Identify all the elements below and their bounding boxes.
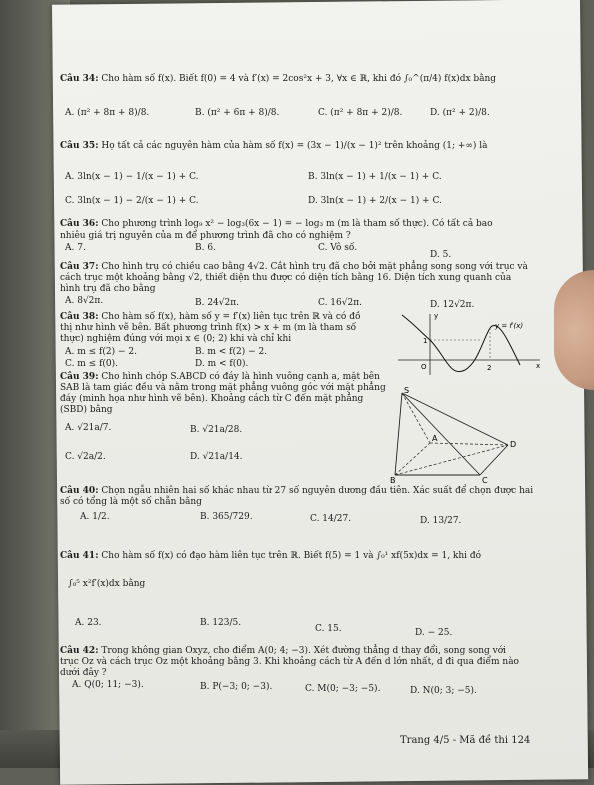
vertex-a: A [432,434,438,443]
q37-option-b[interactable]: B. 24√2π. [195,298,240,308]
graph-x-label: x [536,362,541,370]
q36-text-2: nhiêu giá trị nguyên của m để phương trình đã cho có nghiệm ? [60,231,351,241]
q40-text-2: số có tổng là một số chẵn bằng [60,497,202,507]
exam-content [60,50,560,760]
vertex-c: C [482,476,488,485]
q37-text-3: hình trụ đã cho bằng [60,284,156,294]
q34-option-b[interactable]: B. (π² + 6π + 8)/8. [195,108,280,118]
graph-y-label: y [434,312,439,320]
q39-option-b[interactable]: B. √21a/28. [190,425,243,435]
q36-option-d[interactable]: D. 5. [430,250,452,260]
q34-option-c[interactable]: C. (π² + 8π + 2)/8. [318,108,403,118]
q36-option-b[interactable]: B. 6. [195,243,216,253]
graph-y-tick: 1 [423,337,428,345]
q42-option-d[interactable]: D. N(0; 3; −5). [410,686,477,696]
edge-bd [395,445,508,475]
q40-option-d[interactable]: D. 13/27. [420,516,462,526]
q40-option-c[interactable]: C. 14/27. [310,514,352,524]
q34-option-d[interactable]: D. (π² + 2)/8. [430,108,490,118]
q36-option-a[interactable]: A. 7. [65,243,86,253]
edge-ad [430,443,508,445]
q41-text-2: ∫₀⁵ x²f′(x)dx bằng [68,579,146,589]
q38-option-c[interactable]: C. m ≤ f(0). [65,359,119,369]
q39-text: Câu 39: Cho hình chóp S.ABCD có đáy là hình vuông cạnh a, mặt bên [60,372,380,382]
q38-text-3: thực) nghiệm đúng với mọi x ∈ (0; 2) khi và chỉ khi [60,334,292,344]
graph-x-tick: 2 [487,364,492,372]
q39-option-d[interactable]: D. √21a/14. [190,452,243,462]
graph-curve-label: y = f′(x) [495,322,524,330]
q42-text-3: dưới đây ? [60,668,107,678]
q38-option-d[interactable]: D. m < f(0). [195,359,249,369]
q38-option-b[interactable]: B. m < f(2) − 2. [195,347,268,357]
q38-text-2: thị như hình vẽ bên. Bất phương trình f(x) > x + m (m là tham số [60,323,357,333]
q41-text: Câu 41: Cho hàm số f(x) có đạo hàm liên tục trên ℝ. Biết f(5) = 1 và ∫₀¹ xf(5x)dx = 1, khi đó [60,551,482,561]
edge-ab [395,443,430,475]
q39-text-4: (SBD) bằng [60,405,113,415]
vertex-b: B [390,476,396,485]
q37-text-2: cách trục một khoảng bằng √2, thiết diện thu được có diện tích bằng 16. Diện tích xung quanh của [60,273,512,283]
q39-option-c[interactable]: C. √2a/2. [65,452,106,462]
q42-text-2: trục Oz và cách trục Oz một khoảng bằng 3. Khi khoảng cách từ A đến d lớn nhất, d đi qua điểm nào [60,657,519,667]
q41-option-b[interactable]: B. 123/5. [200,618,242,628]
q37-text: Câu 37: Cho hình trụ có chiều cao bằng 4√2. Cắt hình trụ đã cho bởi mặt phẳng song song với trục và [60,262,528,272]
q36-text: Câu 36: Cho phương trình log₉ x² − log₃(6x − 1) = − log₃ m (m là tham số thực). Có tất cả bao [60,219,493,229]
vertex-d: D [510,440,517,449]
q40-text: Câu 40: Chọn ngẫu nhiên hai số khác nhau từ 27 số nguyên dương đầu tiên. Xác suất để chọn được hai [60,486,534,496]
q35-option-c[interactable]: C. 3ln(x − 1) − 2/(x − 1) + C. [65,196,199,206]
q40-option-a[interactable]: A. 1/2. [80,512,110,522]
q37-option-a[interactable]: A. 8√2π. [65,296,104,306]
page-footer: Trang 4/5 - Mã đề thi 124 [400,735,531,746]
edge-sd [402,393,508,445]
q35-option-b[interactable]: B. 3ln(x − 1) + 1/(x − 1) + C. [308,172,442,182]
q41-option-c[interactable]: C. 15. [315,624,342,634]
graph-origin-label: O [421,363,427,371]
q42-option-b[interactable]: B. P(−3; 0; −3). [200,682,273,692]
q35-text: Câu 35: Họ tất cả các nguyên hàm của hàm số f(x) = (3x − 1)/(x − 1)² trên khoảng (1; +∞) là [60,141,488,151]
q41-option-d[interactable]: D. − 25. [415,628,453,638]
edge-sb [395,393,402,475]
q38-option-a[interactable]: A. m ≤ f(2) − 2. [65,347,137,357]
q35-option-a[interactable]: A. 3ln(x − 1) − 1/(x − 1) + C. [65,172,199,182]
edge-cd [480,445,508,475]
q34-option-a[interactable]: A. (π² + 8π + 8)/8. [65,108,150,118]
q42-option-c[interactable]: C. M(0; −3; −5). [305,684,381,694]
q39-text-2: SAB là tam giác đều và nằm trong mặt phẳng vuông góc với mặt phẳng [60,383,386,393]
q40-option-b[interactable]: B. 365/729. [200,512,253,522]
q35-option-d[interactable]: D. 3ln(x − 1) + 2/(x − 1) + C. [308,196,442,206]
q39-option-a[interactable]: A. √21a/7. [65,423,112,433]
q41-option-a[interactable]: A. 23. [75,618,102,628]
q37-option-d[interactable]: D. 12√2π. [430,300,475,310]
q38-graph [390,310,550,380]
q34-text: Câu 34: Cho hàm số f(x). Biết f(0) = 4 và f′(x) = 2cos²x + 3, ∀x ∈ ℝ, khi đó ∫₀^(π/4) f(x)dx bằng [60,74,497,84]
vertex-s: S [404,386,410,395]
q37-option-c[interactable]: C. 16√2π. [318,298,362,308]
q39-pyramid-figure [390,385,520,485]
q39-text-3: đáy (minh họa như hình vẽ bên). Khoảng cách từ C đến mặt phẳng [60,394,364,404]
q42-option-a[interactable]: A. Q(0; 11; −3). [72,680,144,690]
q36-option-c[interactable]: C. Vô số. [318,243,358,253]
hand-finger [554,270,594,390]
q38-text: Câu 38: Cho hàm số f(x), hàm số y = f′(x) liên tục trên ℝ và có đồ [60,312,361,322]
q42-text: Câu 42: Trong không gian Oxyz, cho điểm A(0; 4; −3). Xét đường thẳng d thay đổi, song song với [60,646,507,656]
